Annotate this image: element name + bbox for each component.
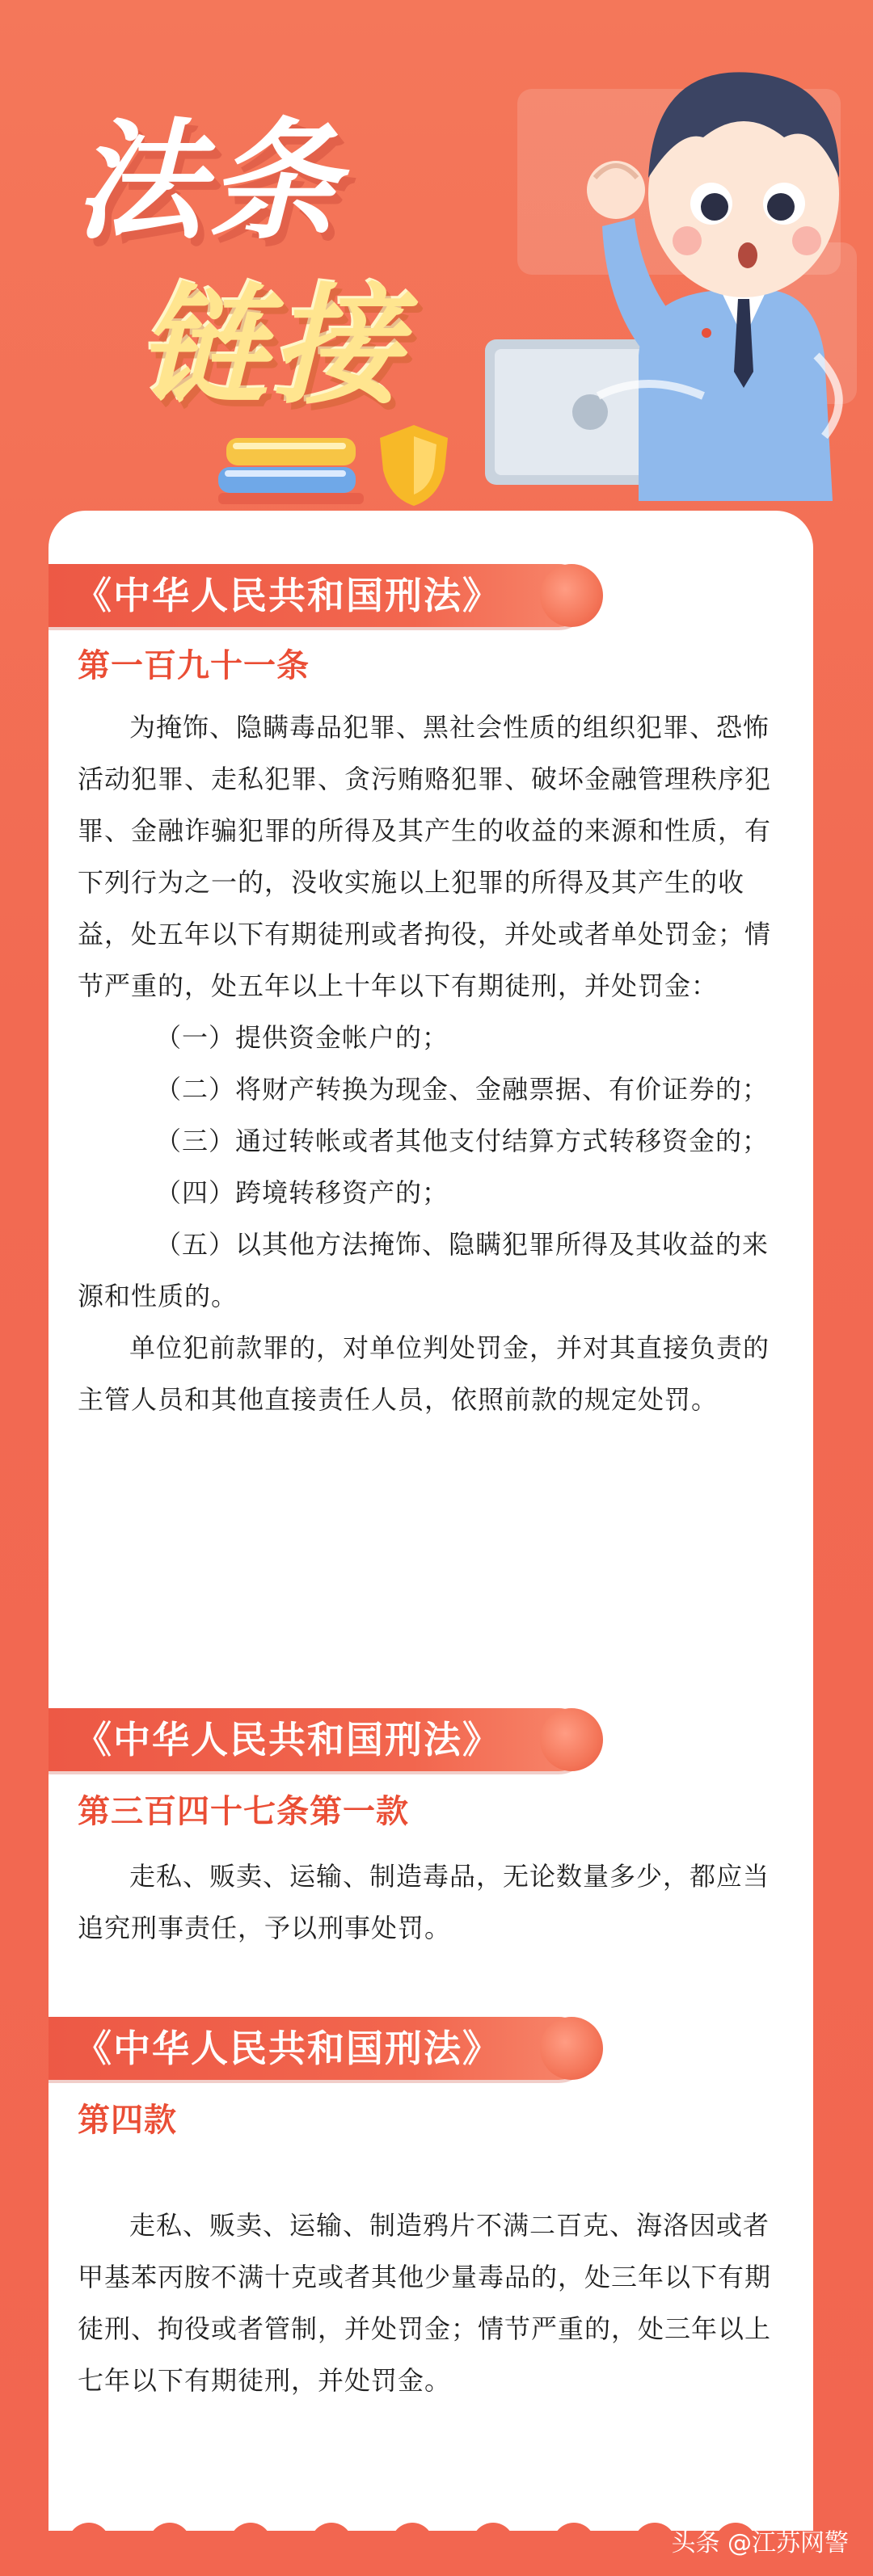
list-item: （一）提供资金帐户的； bbox=[155, 1022, 449, 1053]
paragraph: 走私、贩卖、运输、制造毒品，无论数量多少，都应当追究刑事责任，予以刑事处罚。 bbox=[78, 1861, 770, 1943]
content-card bbox=[48, 511, 813, 2531]
list-item: （四）跨境转移资产的； bbox=[155, 1177, 449, 1208]
list-item: （三）通过转帐或者其他支付结算方式转移资金的； bbox=[155, 1126, 770, 1156]
article-body bbox=[78, 701, 784, 1425]
books-icon bbox=[218, 420, 364, 509]
article-body bbox=[78, 1850, 784, 1954]
law-title-ribbon bbox=[48, 1708, 590, 1771]
article-heading: 第一百九十一条 bbox=[78, 647, 310, 684]
law-title: 《中华人民共和国刑法》 bbox=[74, 2027, 501, 2070]
header-title-line1: 法条 bbox=[74, 106, 344, 257]
article-body bbox=[78, 2199, 784, 2406]
paragraph: 走私、贩卖、运输、制造鸦片不满二百克、海洛因或者甲基苯丙胺不满十克或者其他少量毒品的，处三年以下有期徒刑、拘役或者管制，并处罚金；情节严重的，处三年以上七年以下有期徒刑，并处罚金。 bbox=[78, 2210, 772, 2396]
paragraph: 单位犯前款罪的，对单位判处罚金，并对其直接负责的主管人员和其他直接责任人员，依照前款的规定处罚。 bbox=[78, 1332, 770, 1415]
header-title-line2: 链接 bbox=[137, 271, 407, 422]
law-title: 《中华人民共和国刑法》 bbox=[74, 1718, 501, 1762]
article-heading: 第四款 bbox=[78, 2102, 177, 2139]
law-title-ribbon bbox=[48, 564, 590, 627]
ribbon-cap bbox=[540, 564, 603, 627]
source-watermark: 头条 @江苏网警 bbox=[671, 2529, 849, 2557]
ribbon-cap bbox=[540, 1708, 603, 1771]
law-title-ribbon bbox=[48, 2017, 590, 2080]
header-banner bbox=[0, 0, 873, 517]
ribbon-cap bbox=[540, 2017, 603, 2080]
list-item: （二）将财产转换为现金、金融票据、有价证券的； bbox=[155, 1074, 770, 1105]
law-title: 《中华人民共和国刑法》 bbox=[74, 574, 501, 617]
paragraph: 为掩饰、隐瞒毒品犯罪、黑社会性质的组织犯罪、恐怖活动犯罪、走私犯罪、贪污贿赂犯罪、破坏金融管理秩序犯罪、金融诈骗犯罪的所得及其产生的收益的来源和性质，有下列行为之一的，没收实施以上犯罪的所得及其产生的收益，处五年以下有期徒刑或者拘役，并处或者单处罚金；情节严重的，处五年以上十年以下有期徒刑，并处罚金： bbox=[78, 712, 772, 1001]
police-officer-illustration bbox=[436, 16, 857, 501]
article-heading: 第三百四十七条第一款 bbox=[78, 1793, 409, 1830]
list-item: （五）以其他方法掩饰、隐瞒犯罪所得及其收益的来源和性质的。 bbox=[78, 1229, 770, 1311]
